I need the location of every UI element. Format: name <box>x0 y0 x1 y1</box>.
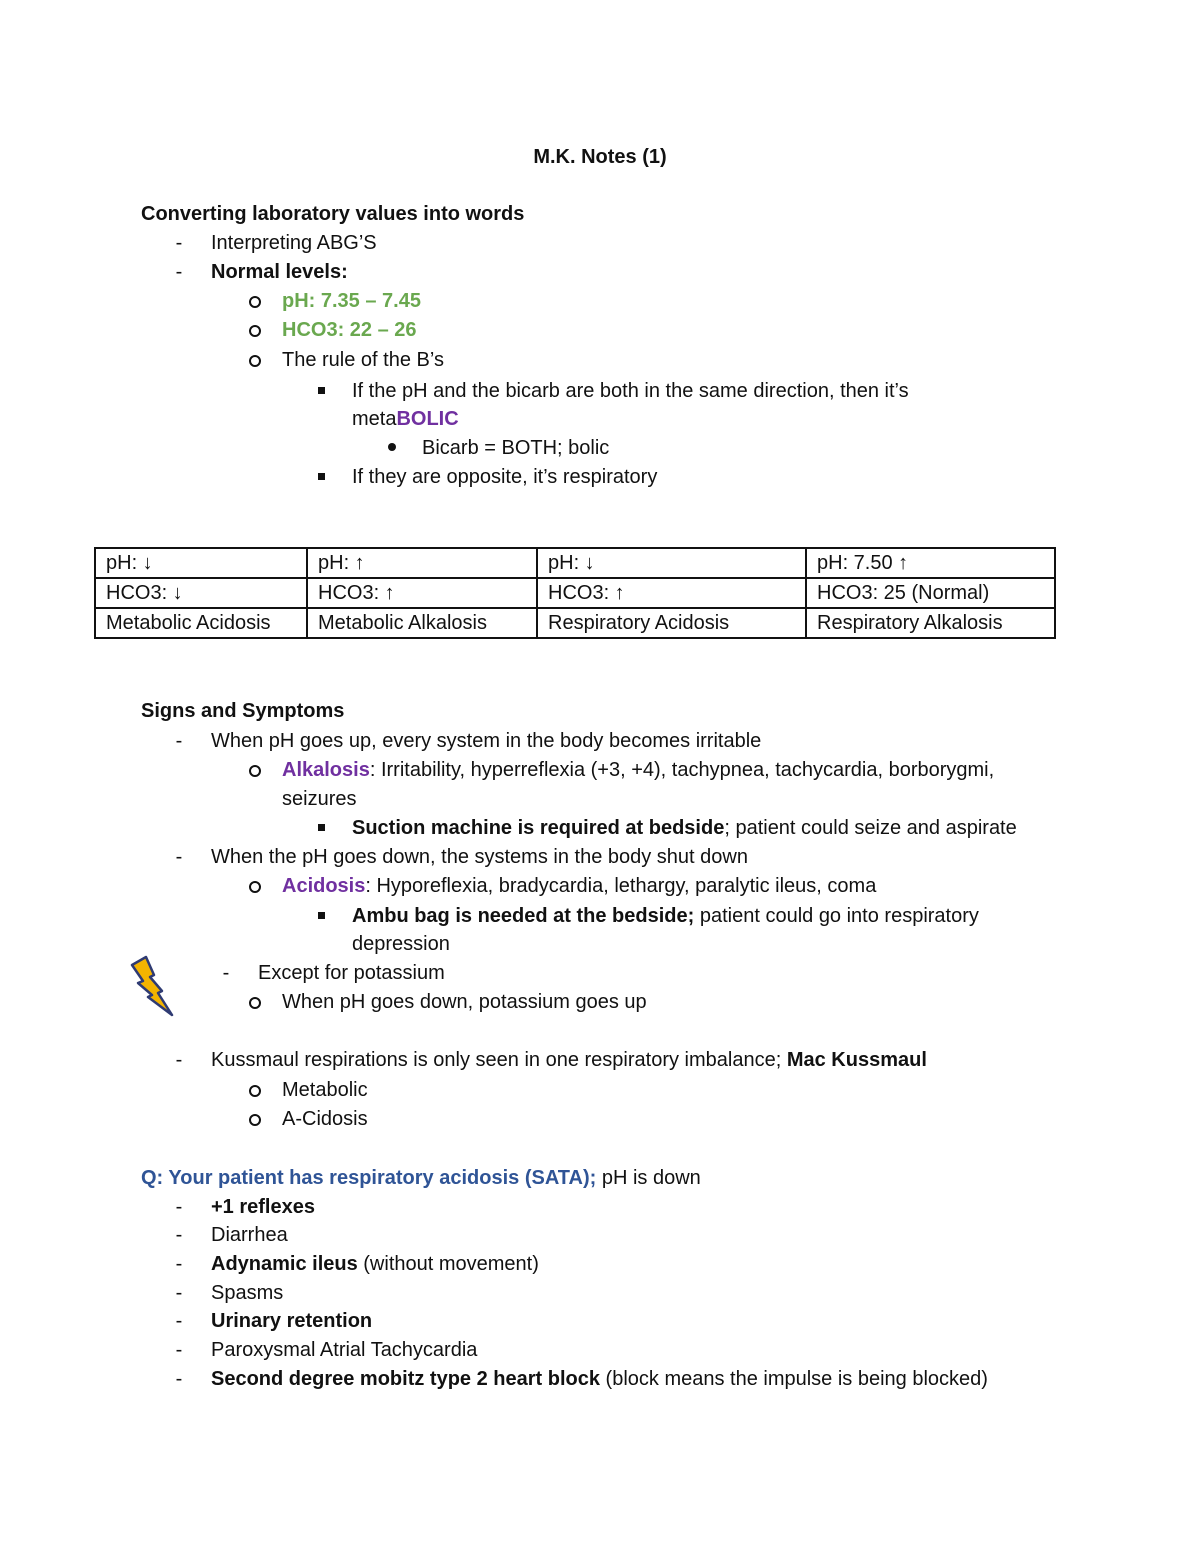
list-item: Except for potassium <box>258 962 445 984</box>
question-line <box>141 1164 701 1192</box>
dash-bullet: - <box>175 1224 183 1246</box>
dot-bullet <box>388 443 396 451</box>
abg-table <box>94 547 1056 639</box>
circle-bullet <box>249 296 261 308</box>
bolic-emphasis: BOLIC <box>396 408 459 430</box>
list-item <box>352 902 979 930</box>
table-cell: Metabolic Acidosis <box>95 608 307 638</box>
circle-bullet <box>249 355 261 367</box>
meta-prefix: meta <box>352 408 397 430</box>
list-item: Metabolic <box>282 1079 368 1101</box>
circle-bullet <box>249 997 261 1009</box>
answer-text: (block means the impulse is being blocked) <box>599 1368 988 1390</box>
dash-bullet: - <box>175 1310 183 1332</box>
answer-text: (without movement) <box>357 1253 539 1275</box>
list-item <box>282 756 994 784</box>
dash-bullet: - <box>175 1339 183 1361</box>
square-bullet <box>318 473 325 480</box>
answer-item <box>211 1250 539 1278</box>
list-item-continuation: depression <box>352 933 450 955</box>
answer-item <box>211 1365 988 1393</box>
list-item: When pH goes down, potassium goes up <box>282 991 647 1013</box>
table-cell: Metabolic Alkalosis <box>307 608 537 638</box>
table-cell: Respiratory Acidosis <box>537 608 806 638</box>
alkalosis-text: : Irritability, hyperreflexia (+3, +4), tachypnea, tachycardia, borborygmi, <box>369 759 995 781</box>
answer-emphasis: Adynamic ileus <box>211 1253 358 1275</box>
table-cell: HCO3: 25 (Normal) <box>806 578 1055 608</box>
suction-emphasis: Suction machine is required at bedside <box>352 817 725 839</box>
circle-bullet <box>249 765 261 777</box>
kussmaul-emphasis: Mac Kussmaul <box>786 1049 927 1071</box>
list-item: Normal levels: <box>211 261 348 283</box>
square-bullet <box>318 824 325 831</box>
table-cell: HCO3: ↓ <box>95 578 307 608</box>
dash-bullet: - <box>175 1196 183 1218</box>
list-item <box>352 814 1017 842</box>
dash-bullet: - <box>175 730 183 752</box>
circle-bullet <box>249 1085 261 1097</box>
table-row <box>95 578 1055 608</box>
page-title: M.K. Notes (1) <box>533 146 667 168</box>
list-item: If the pH and the bicarb are both in the same direction, then it’s <box>352 380 909 402</box>
list-item-continuation: seizures <box>282 788 357 810</box>
answer-item: Urinary retention <box>211 1310 373 1332</box>
table-cell: pH: ↓ <box>537 548 806 578</box>
hco3-normal-range: HCO3: 22 – 26 <box>282 319 417 341</box>
circle-bullet <box>249 1114 261 1126</box>
dash-bullet: - <box>222 962 230 984</box>
answer-item: Diarrhea <box>211 1224 288 1246</box>
ambu-text: patient could go into respiratory <box>694 905 979 927</box>
section-heading-converting: Converting laboratory values into words <box>141 203 525 225</box>
acidosis-label: Acidosis <box>282 875 366 897</box>
section-heading-signs: Signs and Symptoms <box>141 700 345 722</box>
question-text: Q: Your patient has respiratory acidosis (SATA); <box>141 1167 597 1189</box>
table-row <box>95 608 1055 638</box>
circle-bullet <box>249 325 261 337</box>
circle-bullet <box>249 881 261 893</box>
table-cell: Respiratory Alkalosis <box>806 608 1055 638</box>
list-item: If they are opposite, it’s respiratory <box>352 466 658 488</box>
table-cell: HCO3: ↑ <box>537 578 806 608</box>
list-item: When the pH goes down, the systems in the body shut down <box>211 846 748 868</box>
square-bullet <box>318 387 325 394</box>
list-item-continuation <box>352 405 459 433</box>
ambu-emphasis: Ambu bag is needed at the bedside; <box>352 905 695 927</box>
answer-emphasis: Second degree mobitz type 2 heart block <box>211 1368 600 1390</box>
table-cell: HCO3: ↑ <box>307 578 537 608</box>
list-item: The rule of the B’s <box>282 349 444 371</box>
ph-normal-range: pH: 7.35 – 7.45 <box>282 290 421 312</box>
table-cell: pH: 7.50 ↑ <box>806 548 1055 578</box>
lightning-bolt-icon <box>128 955 174 1017</box>
answer-item: Spasms <box>211 1282 284 1304</box>
table-row <box>95 548 1055 578</box>
alkalosis-label: Alkalosis <box>282 759 370 781</box>
kussmaul-text: Kussmaul respirations is only seen in one respiratory imbalance; <box>211 1049 787 1071</box>
table-cell: pH: ↓ <box>95 548 307 578</box>
list-item <box>211 1046 927 1074</box>
square-bullet <box>318 912 325 919</box>
acidosis-text: : Hyporeflexia, bradycardia, lethargy, paralytic ileus, coma <box>365 875 877 897</box>
answer-item: Paroxysmal Atrial Tachycardia <box>211 1339 478 1361</box>
answer-item: +1 reflexes <box>211 1196 315 1218</box>
dash-bullet: - <box>175 1282 183 1304</box>
question-rest: pH is down <box>596 1167 701 1189</box>
list-item: Interpreting ABG’S <box>211 232 377 254</box>
list-item: A-Cidosis <box>282 1108 368 1130</box>
dash-bullet: - <box>175 1368 183 1390</box>
table-cell: pH: ↑ <box>307 548 537 578</box>
dash-bullet: - <box>175 1253 183 1275</box>
dash-bullet: - <box>175 232 183 254</box>
dash-bullet: - <box>175 846 183 868</box>
suction-text: ; patient could seize and aspirate <box>724 817 1017 839</box>
list-item: Bicarb = BOTH; bolic <box>422 437 610 459</box>
dash-bullet: - <box>175 1049 183 1071</box>
list-item: When pH goes up, every system in the body becomes irritable <box>211 730 762 752</box>
dash-bullet: - <box>175 261 183 283</box>
list-item <box>282 872 876 900</box>
